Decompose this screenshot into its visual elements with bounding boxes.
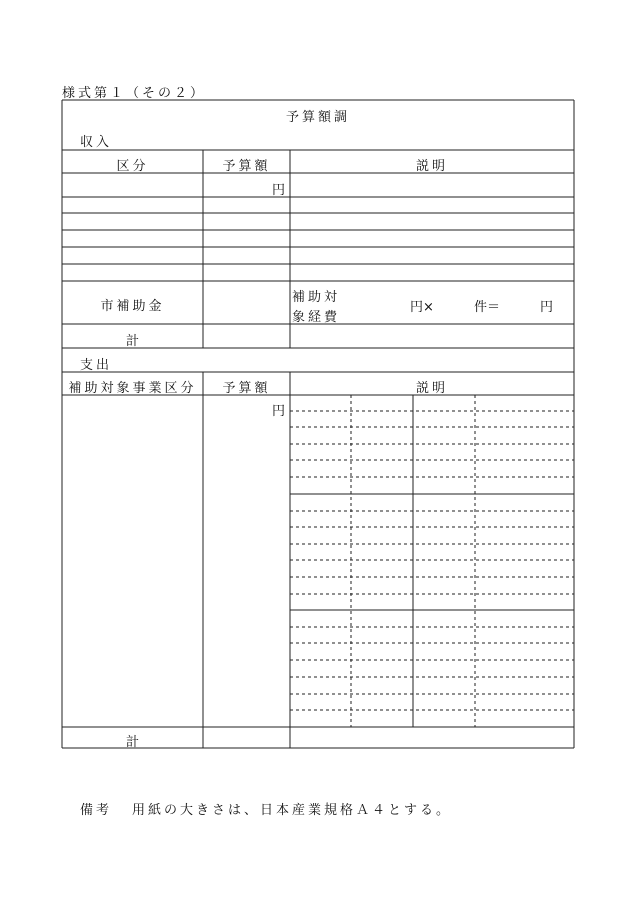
form-label: 様式第１（その２） bbox=[62, 86, 207, 101]
subsidy-yen-times: 円× bbox=[410, 300, 434, 315]
income-header-category: 区分 bbox=[116, 159, 149, 174]
expense-yen-unit: 円 bbox=[272, 404, 286, 419]
income-section-label: 収入 bbox=[80, 135, 113, 150]
subsidy-basis-label-1: 補助対 bbox=[292, 290, 341, 305]
subsidy-count-eq: 件＝ bbox=[474, 300, 501, 315]
subsidy-label: 市補助金 bbox=[100, 299, 165, 314]
expense-header-category: 補助対象事業区分 bbox=[68, 381, 197, 396]
income-header-explanation: 説明 bbox=[415, 159, 448, 174]
note-label: 備考 bbox=[80, 803, 113, 818]
expense-header-explanation: 説明 bbox=[415, 381, 448, 396]
subsidy-yen: 円 bbox=[540, 300, 554, 315]
income-yen-unit: 円 bbox=[272, 183, 286, 198]
expense-total-label: 計 bbox=[125, 735, 139, 750]
expense-header-budget: 予算額 bbox=[222, 381, 271, 396]
expense-section-label: 支出 bbox=[80, 358, 113, 373]
note-text: 用紙の大きさは、日本産業規格Ａ４とする。 bbox=[132, 803, 453, 818]
income-total-label: 計 bbox=[125, 334, 139, 349]
income-header-budget: 予算額 bbox=[222, 159, 271, 174]
subsidy-basis-label-2: 象経費 bbox=[292, 310, 341, 325]
page-title: 予算額調 bbox=[285, 110, 350, 125]
